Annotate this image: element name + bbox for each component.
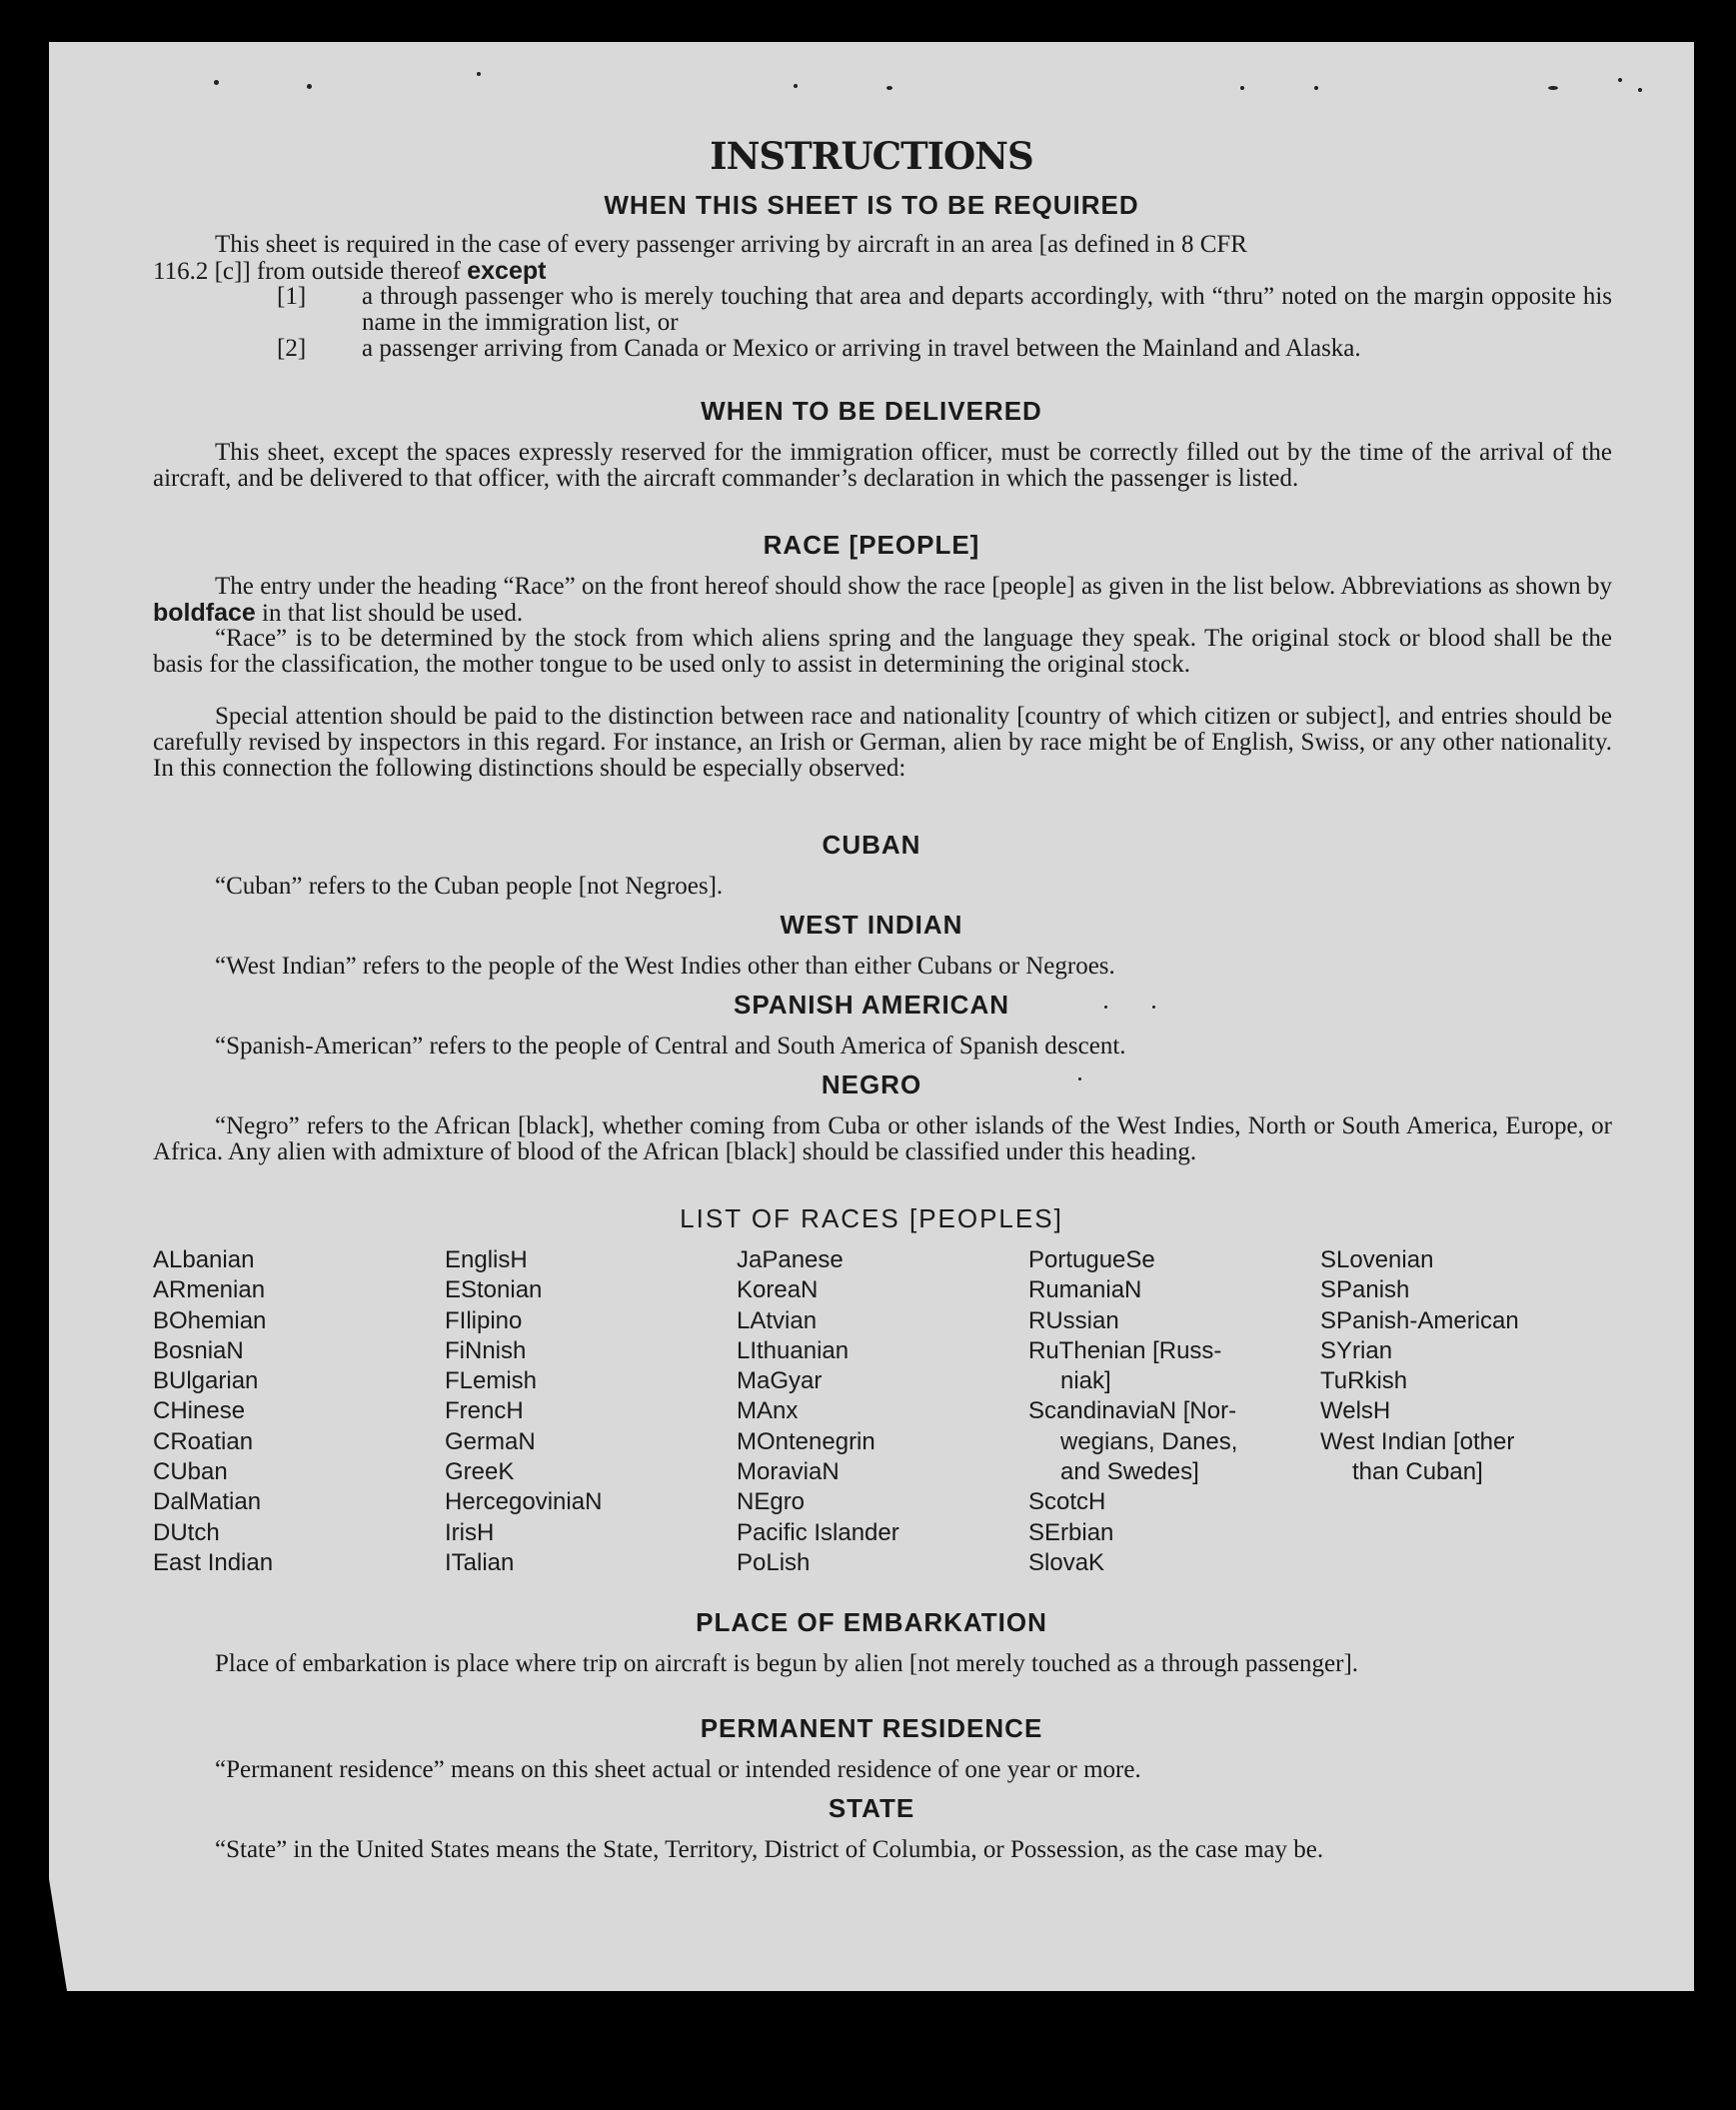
race-p1-boldface: boldface bbox=[153, 599, 256, 627]
race-entry: SlovaK bbox=[1028, 1548, 1105, 1576]
race-entry: FLemish bbox=[445, 1367, 538, 1395]
race-entry: FrencH bbox=[445, 1397, 524, 1425]
race-entry: West Indian [other bbox=[1320, 1427, 1515, 1455]
required-intro bbox=[153, 232, 1612, 285]
heading-residence: PERMANENT RESIDENCE bbox=[700, 1713, 1043, 1743]
race-entry: LAtvian bbox=[737, 1306, 818, 1334]
scan-speck bbox=[1240, 86, 1244, 90]
race-entry: FiNnish bbox=[445, 1336, 527, 1364]
state-text bbox=[153, 1837, 1612, 1863]
race-entry: ScotcH bbox=[1028, 1488, 1106, 1516]
required-item-2 bbox=[277, 336, 1612, 362]
race-entry: CHinese bbox=[153, 1397, 246, 1425]
residence-text-body: “Permanent residence” means on this sheet actual or intended residence of one year or more. bbox=[215, 1756, 1141, 1783]
race-paragraph-1 bbox=[153, 574, 1612, 627]
race-entry: PortugueSe bbox=[1028, 1246, 1155, 1273]
race-entry-continued: niak] bbox=[1060, 1367, 1111, 1395]
cuban-text bbox=[153, 874, 1612, 900]
race-entry: Pacific Islander bbox=[737, 1518, 899, 1546]
race-entry: CUban bbox=[153, 1458, 228, 1486]
race-paragraph-2 bbox=[153, 626, 1612, 678]
race-entry: MoraviaN bbox=[737, 1458, 840, 1486]
residence-text bbox=[153, 1757, 1612, 1783]
race-entry: LIthuanian bbox=[737, 1336, 850, 1364]
scan-speck bbox=[1548, 86, 1558, 90]
race-list-column-3 bbox=[737, 1245, 899, 1578]
scan-speck bbox=[794, 84, 798, 88]
west-indian-text bbox=[153, 954, 1612, 980]
scan-speck bbox=[1078, 1077, 1081, 1080]
instruction-sheet bbox=[49, 42, 1694, 1991]
race-entry: IrisH bbox=[445, 1518, 495, 1546]
heading-negro: NEGRO bbox=[821, 1069, 922, 1099]
embarkation-text-body: Place of embarkation is place where trip on aircraft is begun by alien [not merely touched as a through passenger]. bbox=[215, 1650, 1359, 1677]
race-entry: DalMatian bbox=[153, 1488, 262, 1516]
race-entry: GreeK bbox=[445, 1458, 515, 1486]
heading-delivered: WHEN TO BE DELIVERED bbox=[701, 396, 1042, 426]
cuban-text-body: “Cuban” refers to the Cuban people [not Negroes]. bbox=[215, 873, 724, 900]
required-item-2-text: a passenger arriving from Canada or Mexico or arriving in travel between the Mainland and Alaska. bbox=[362, 335, 1361, 362]
race-entry: SErbian bbox=[1028, 1518, 1114, 1546]
heading-spanish-american: SPANISH AMERICAN bbox=[733, 990, 1009, 1020]
race-entry: PoLish bbox=[737, 1548, 811, 1576]
race-p3-text: Special attention should be paid to the distinction between race and nationality [country of which citizen or subject], and entries should be carefully revised by inspectors in this regard. For instance, an Irish or German, alien by race might be of English, Swiss, or any other nationality. In this connection the following distinctions should be especially observed: bbox=[153, 703, 1612, 782]
scan-speck bbox=[214, 80, 219, 85]
race-entry: SPanish bbox=[1320, 1276, 1410, 1304]
delivered-text-body: This sheet, except the spaces expressly reserved for the immigration officer, must be correctly filled out by the time of the arrival of the aircraft, and be delivered to that officer, with the aircraft commander’s declaration in which the passenger is listed. bbox=[153, 439, 1612, 492]
scan-speck bbox=[1152, 1006, 1155, 1009]
race-entry: SPanish-American bbox=[1320, 1306, 1519, 1334]
race-entry: EnglisH bbox=[445, 1246, 528, 1273]
race-entry: MAnx bbox=[737, 1397, 799, 1425]
required-item-1-number: [1] bbox=[277, 283, 307, 310]
required-intro-line1: This sheet is required in the case of every passenger arriving by aircraft in an area [as defined in 8 CFR bbox=[215, 231, 1247, 258]
heading-race: RACE [PEOPLE] bbox=[763, 530, 980, 560]
heading-embarkation: PLACE OF EMBARKATION bbox=[696, 1607, 1047, 1637]
race-entry: MOntenegrin bbox=[737, 1427, 875, 1455]
race-entry: East Indian bbox=[153, 1548, 274, 1576]
race-entry: BOhemian bbox=[153, 1306, 267, 1334]
heading-cuban: CUBAN bbox=[822, 830, 921, 860]
race-entry-continued: and Swedes] bbox=[1060, 1458, 1199, 1486]
delivered-text bbox=[153, 440, 1612, 492]
required-item-2-number: [2] bbox=[277, 335, 307, 362]
race-list-column-4 bbox=[1028, 1245, 1237, 1578]
race-p1-text: The entry under the heading “Race” on the front hereof should show the race [people] as given in the list below. Abbreviations as shown by bbox=[215, 573, 1612, 600]
race-entry: WelsH bbox=[1320, 1397, 1391, 1425]
race-entry: JaPanese bbox=[737, 1246, 844, 1273]
race-entry: ScandinaviaN [Nor- bbox=[1028, 1397, 1237, 1425]
race-entry: SYrian bbox=[1320, 1336, 1393, 1364]
scan-speck bbox=[886, 86, 892, 90]
race-entry: EStonian bbox=[445, 1276, 543, 1304]
race-list-column-5 bbox=[1320, 1245, 1519, 1487]
required-except: except bbox=[467, 257, 547, 285]
heading-list-of-races: LIST OF RACES [PEOPLES] bbox=[680, 1203, 1063, 1233]
scan-speck bbox=[1618, 78, 1622, 82]
heading-west-indian: WEST INDIAN bbox=[780, 910, 963, 940]
race-entry: NEgro bbox=[737, 1488, 806, 1516]
race-entry: ARmenian bbox=[153, 1276, 266, 1304]
race-list-column-2 bbox=[445, 1245, 602, 1578]
page-title: INSTRUCTIONS bbox=[710, 134, 1033, 178]
scan-speck bbox=[1314, 86, 1318, 90]
race-entry-continued: wegians, Danes, bbox=[1060, 1427, 1238, 1455]
required-item-1-text: a through passenger who is merely touching that area and departs accordingly, with “thru” noted on the margin opposite his name in the immigration list, or bbox=[362, 283, 1612, 336]
race-entry: RUssian bbox=[1028, 1306, 1119, 1334]
spanish-american-text bbox=[153, 1034, 1612, 1059]
race-entry-continued: than Cuban] bbox=[1352, 1458, 1483, 1486]
race-entry: DUtch bbox=[153, 1518, 220, 1546]
heading-required: WHEN THIS SHEET IS TO BE REQUIRED bbox=[604, 190, 1139, 220]
race-entry: FIlipino bbox=[445, 1306, 523, 1334]
state-text-body: “State” in the United States means the State, Territory, District of Columbia, or Possession, as the case may be. bbox=[215, 1836, 1324, 1863]
negro-text bbox=[153, 1113, 1612, 1165]
spanish-american-text-body: “Spanish-American” refers to the people of Central and South America of Spanish descent. bbox=[215, 1033, 1126, 1059]
race-entry: GermaN bbox=[445, 1427, 536, 1455]
negro-text-body: “Negro” refers to the African [black], whether coming from Cuba or other islands of the West Indies, North or South America, Europe, or Africa. Any alien with admixture of blood of the African [black] should be classified under this heading. bbox=[153, 1112, 1612, 1165]
race-entry: HercegoviniaN bbox=[445, 1488, 603, 1516]
required-item-1 bbox=[277, 284, 1612, 336]
scan-speck bbox=[477, 72, 481, 76]
scan-speck bbox=[1638, 88, 1642, 92]
race-entry: KoreaN bbox=[737, 1276, 819, 1304]
race-entry: RuThenian [Russ- bbox=[1028, 1336, 1222, 1364]
race-entry: SLovenian bbox=[1320, 1246, 1434, 1273]
race-p2-text: “Race” is to be determined by the stock from which aliens spring and the language they speak. The original stock or blood shall be the basis for the classification, the mother tongue to be used only to assist in determining the original stock. bbox=[153, 625, 1612, 678]
race-list-column-1 bbox=[153, 1245, 273, 1578]
race-entry: TuRkish bbox=[1320, 1367, 1408, 1395]
heading-state: STATE bbox=[828, 1793, 915, 1823]
race-entry: ALbanian bbox=[153, 1246, 255, 1273]
race-entry: RumaniaN bbox=[1028, 1276, 1142, 1304]
race-entry: MaGyar bbox=[737, 1367, 823, 1395]
scan-speck bbox=[1104, 1006, 1107, 1009]
race-entry: BUlgarian bbox=[153, 1367, 259, 1395]
embarkation-text bbox=[153, 1651, 1612, 1677]
scan-corner bbox=[49, 1879, 67, 1991]
race-paragraph-3 bbox=[153, 704, 1612, 782]
west-indian-text-body: “West Indian” refers to the people of the West Indies other than either Cubans or Negroes. bbox=[215, 953, 1115, 980]
required-intro-line2: 116.2 [c]] from outside thereof bbox=[153, 258, 468, 285]
race-p1-end: in that list should be used. bbox=[255, 600, 524, 627]
race-entry: ITalian bbox=[445, 1548, 515, 1576]
race-entry: CRoatian bbox=[153, 1427, 254, 1455]
race-entry: BosniaN bbox=[153, 1336, 244, 1364]
scan-speck bbox=[307, 84, 312, 89]
